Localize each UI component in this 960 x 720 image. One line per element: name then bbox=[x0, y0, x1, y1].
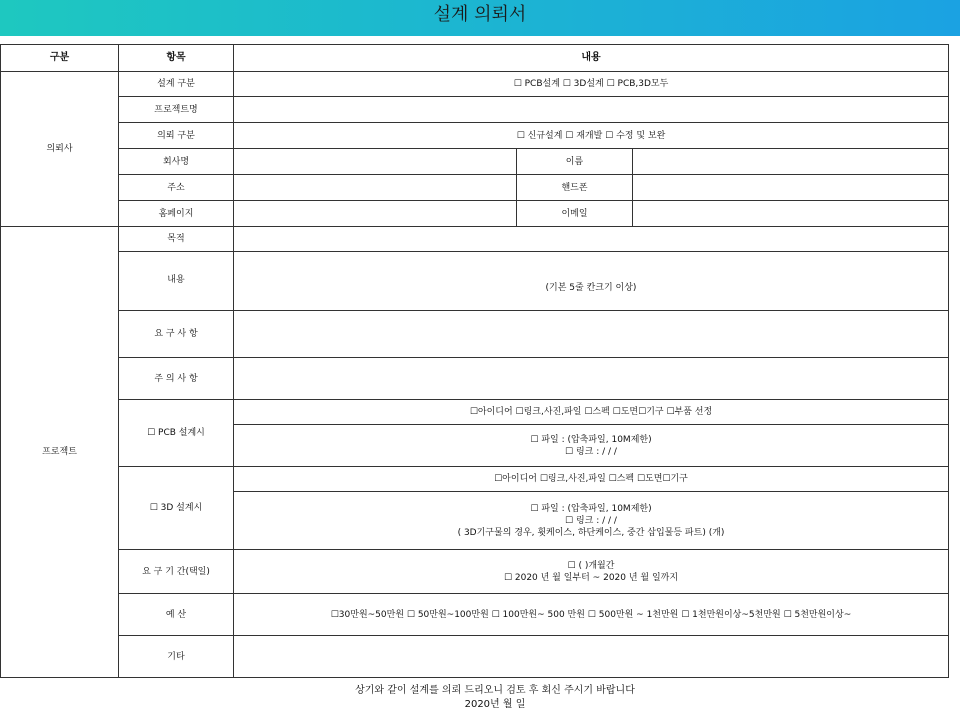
header-category: 구분 bbox=[1, 45, 119, 72]
header-item: 항목 bbox=[119, 45, 234, 72]
purpose-label: 목적 bbox=[119, 227, 234, 252]
3d-link-option[interactable]: ☐ 링크 : / / / bbox=[565, 515, 617, 526]
pcb-file-option[interactable]: ☐ 파일 : (압축파일, 10M제한) bbox=[530, 434, 652, 445]
pcb-design-label[interactable]: ☐ PCB 설계시 bbox=[119, 400, 234, 467]
email-label: 이메일 bbox=[517, 201, 633, 227]
company-label: 회사명 bbox=[119, 149, 234, 175]
etc-label: 기타 bbox=[119, 636, 234, 678]
project-section-label: 프로젝트 bbox=[1, 227, 119, 678]
pcb-link-option[interactable]: ☐ 링크 : / / / bbox=[565, 446, 617, 457]
budget-options[interactable]: ☐30만원~50만원 ☐ 50만원~100만원 ☐ 100만원~ 500 만원 ☐ 500만원 ~ 1천만원 ☐ 1천만원이상~5천만원 ☐ 5천만원이상~ bbox=[234, 594, 949, 636]
address-label: 주소 bbox=[119, 175, 234, 201]
budget-label: 예 산 bbox=[119, 594, 234, 636]
content-label: 내용 bbox=[119, 252, 234, 311]
3d-attachments bbox=[234, 492, 949, 550]
3d-file-option[interactable]: ☐ 파일 : (압축파일, 10M제한) bbox=[530, 503, 652, 514]
requirements-label: 요 구 사 항 bbox=[119, 311, 234, 358]
phone-field[interactable] bbox=[633, 175, 949, 201]
pcb-materials-options[interactable]: ☐아이디어 ☐링크,사진,파일 ☐스펙 ☐도면☐기구 ☐부품 선정 bbox=[234, 400, 949, 425]
period-label: 요 구 기 간(택일) bbox=[119, 550, 234, 594]
3d-part-note: ( 3D기구물의 경우, 휫케이스, 하단케이스, 중간 삽입물등 파트) (개) bbox=[457, 527, 725, 538]
design-type-options[interactable]: ☐ PCB설계 ☐ 3D설계 ☐ PCB,3D모두 bbox=[234, 72, 949, 97]
email-field[interactable] bbox=[633, 201, 949, 227]
design-type-label: 설계 구분 bbox=[119, 72, 234, 97]
3d-materials-options[interactable]: ☐아이디어 ☐링크,사진,파일 ☐스펙 ☐도면☐기구 bbox=[234, 467, 949, 492]
header-row bbox=[1, 45, 949, 72]
homepage-field[interactable] bbox=[234, 201, 517, 227]
cautions-label: 주 의 사 항 bbox=[119, 358, 234, 400]
period-months-option[interactable]: ☐ ( )개월간 bbox=[567, 560, 615, 571]
purpose-field[interactable] bbox=[234, 227, 949, 252]
cautions-field[interactable] bbox=[234, 358, 949, 400]
address-field[interactable] bbox=[234, 175, 517, 201]
name-field[interactable] bbox=[633, 149, 949, 175]
request-type-options[interactable]: ☐ 신규설계 ☐ 재개발 ☐ 수정 및 보완 bbox=[234, 123, 949, 149]
design-request-form bbox=[0, 44, 949, 678]
document-title: 설계 의뢰서 bbox=[0, 0, 960, 36]
company-field[interactable] bbox=[234, 149, 517, 175]
project-name-label: 프로젝트명 bbox=[119, 97, 234, 123]
requirements-field[interactable] bbox=[234, 311, 949, 358]
header-content: 내용 bbox=[234, 45, 949, 72]
period-options bbox=[234, 550, 949, 594]
content-field[interactable]: (기본 5줄 칸크기 이상) bbox=[234, 252, 949, 311]
homepage-label: 홈페이지 bbox=[119, 201, 234, 227]
footer-request-note: 상기와 같이 설계를 의뢰 드리오니 검토 후 회신 주시기 바랍니다 bbox=[355, 685, 635, 696]
client-section-label: 의뢰사 bbox=[1, 72, 119, 227]
footer bbox=[0, 684, 960, 712]
etc-field[interactable] bbox=[234, 636, 949, 678]
request-type-label: 의뢰 구분 bbox=[119, 123, 234, 149]
name-label: 이름 bbox=[517, 149, 633, 175]
3d-design-label[interactable]: ☐ 3D 설계시 bbox=[119, 467, 234, 550]
period-dates-option[interactable]: ☐ 2020 년 월 일부터 ~ 2020 년 월 일까지 bbox=[503, 572, 679, 583]
pcb-attachments bbox=[234, 425, 949, 467]
phone-label: 핸드폰 bbox=[517, 175, 633, 201]
project-name-field[interactable] bbox=[234, 97, 949, 123]
footer-date: 2020년 월 일 bbox=[464, 699, 526, 710]
